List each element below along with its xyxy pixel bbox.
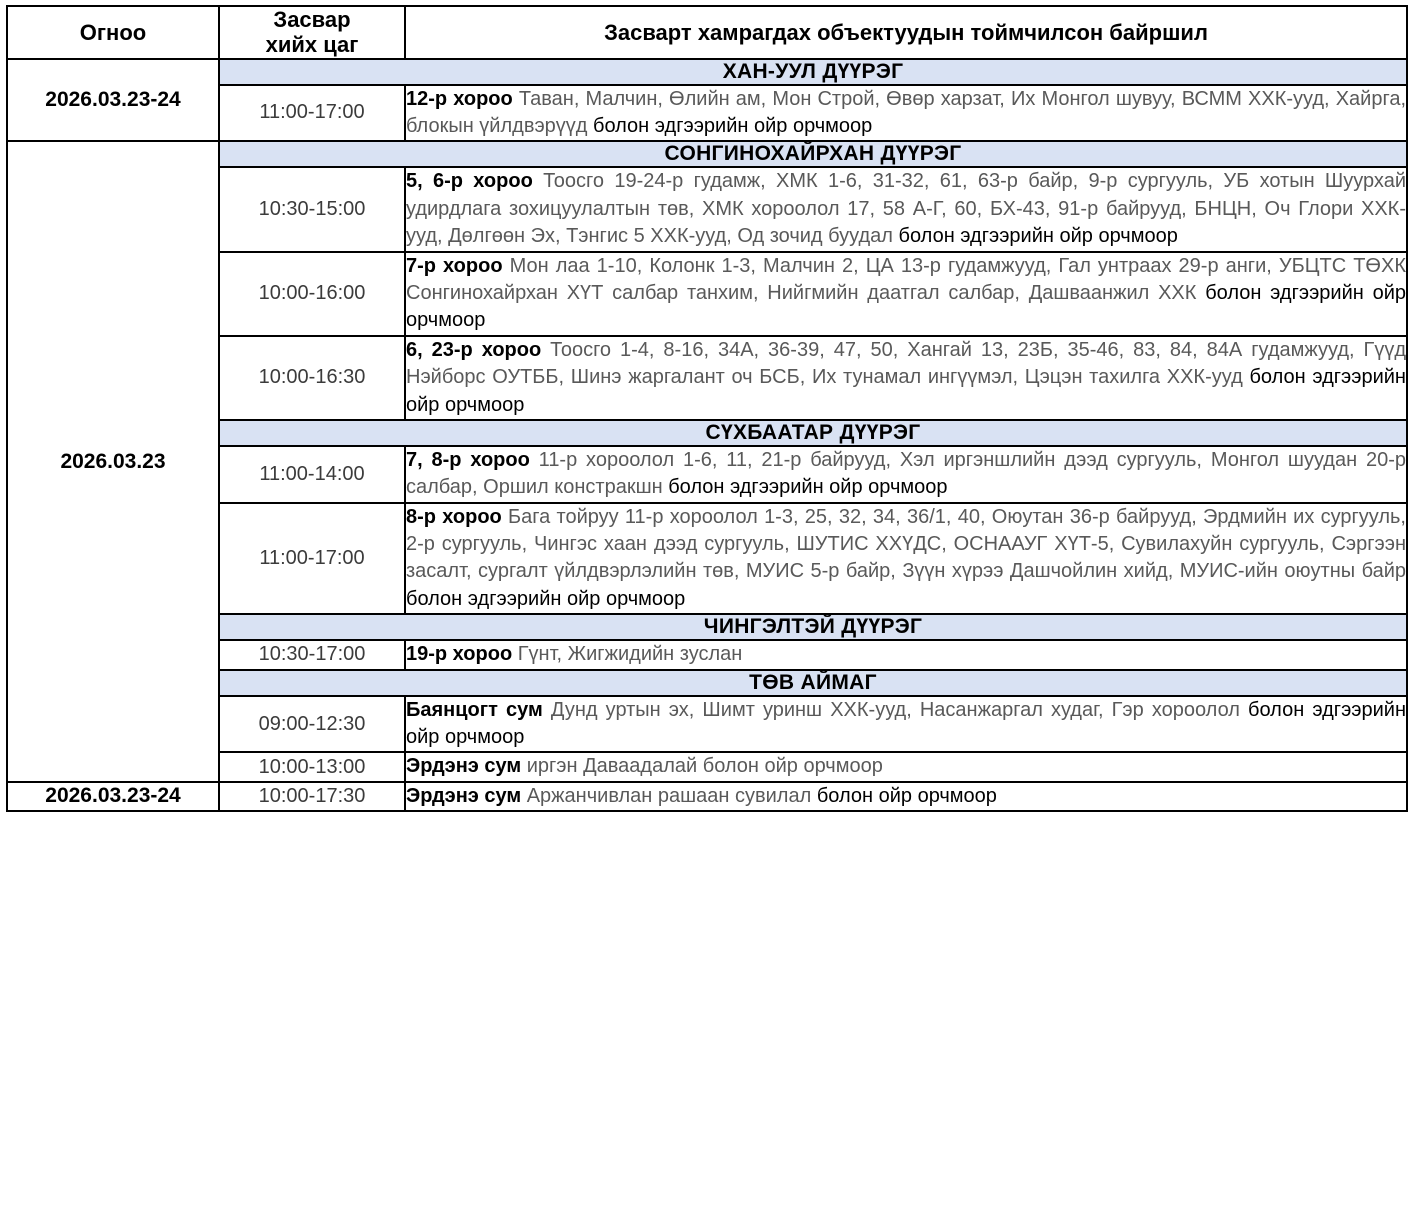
district-header-khan-uul: ХАН-УУЛ ДҮҮРЭГ — [219, 59, 1407, 85]
description-cell — [405, 752, 1407, 781]
description-cell — [405, 503, 1407, 615]
date-cell-group-3: 2026.03.23-24 — [7, 782, 219, 811]
description-cell — [405, 696, 1407, 753]
description-cell — [405, 446, 1407, 503]
object-list: Гүнт, Жигжидийн зуслан — [512, 643, 743, 666]
time-cell: 11:00-17:00 — [219, 85, 405, 142]
object-suffix: болон эдгээрийн ойр орчмоор — [406, 366, 1406, 416]
object-suffix: болон ойр орчмоор — [816, 784, 997, 807]
time-cell: 10:00-16:30 — [219, 336, 405, 420]
object-name: Баянцогт сум — [406, 698, 543, 721]
district-header-chingeltei: ЧИНГЭЛТЭЙ ДҮҮРЭГ — [219, 614, 1407, 640]
object-suffix: болон эдгээрийн ойр орчмоор — [406, 587, 686, 610]
district-header-sukhbaatar: СҮХБААТАР ДҮҮРЭГ — [219, 420, 1407, 446]
date-cell-group-2: 2026.03.23 — [7, 141, 219, 781]
time-cell: 10:00-16:00 — [219, 252, 405, 336]
time-cell: 10:30-15:00 — [219, 167, 405, 251]
outage-schedule-document — [0, 5, 1414, 1205]
time-cell: 09:00-12:30 — [219, 696, 405, 753]
object-name: 5, 6-р хороо — [406, 170, 533, 193]
object-list: Таван, Малчин, Өлийн ам, Мон Строй, Өвөр харзат, Их Монгол шувуу, ВСММ ХХК-ууд, Хайрга, блокын үйлдвэрүүд — [406, 87, 1407, 137]
header-time-line1: Засвар — [273, 7, 351, 32]
description-cell — [405, 336, 1407, 420]
time-cell: 11:00-17:00 — [219, 503, 405, 615]
table-row — [7, 782, 1407, 811]
object-suffix: болон эдгээрийн ойр орчмоор — [668, 476, 948, 499]
object-name: 8-р хороо — [406, 505, 502, 528]
object-list: Тоосго 19-24-р гудамж, ХМК 1-6, 31-32, 61, 63-р байр, 9-р сургууль, УБ хотын Шуурхай удирдлага зохицуулалтын төв, ХМК хороолол 17, 58 А-Г, 60, БХ-43, 91-р байрууд, БНЦН, Оч Глори ХХК-ууд, Дөлгөөн Эх, Тэнгис 5 ХХК-ууд, Од зочид буудал — [406, 170, 1406, 248]
district-header-tuv-aimag: ТӨВ АЙМАГ — [219, 670, 1407, 696]
description-cell — [405, 167, 1407, 251]
object-list: иргэн Даваадалай болон ойр орчмоор — [521, 755, 883, 778]
district-header-songinokhairkhan: СОНГИНОХАЙРХАН ДҮҮРЭГ — [219, 141, 1407, 167]
description-cell — [405, 85, 1407, 142]
header-time-line2: хийх цаг — [265, 32, 359, 58]
description-cell — [405, 782, 1407, 811]
table-header-row — [7, 6, 1407, 59]
description-cell — [405, 252, 1407, 336]
time-cell: 11:00-14:00 — [219, 446, 405, 503]
object-list: Дунд уртын эх, Шимт уринш ХХК-ууд, Насанжаргал худаг, Гэр хороолол — [542, 698, 1249, 721]
object-list: Аржанчивлан рашаан сувилал — [521, 784, 817, 807]
outage-schedule-table — [6, 5, 1408, 812]
object-name: 7-р хороо — [406, 254, 503, 277]
object-list: Тоосго 1-4, 8-16, 34А, 36-39, 47, 50, Хангай 13, 23Б, 35-46, 83, 84, 84А гудамжууд, Гүүд Нэйборс ОУТББ, Шинэ жаргалант оч БСБ, Их тунамал ингүүмэл, Цэцэн тахилга ХХК-ууд — [406, 338, 1406, 389]
time-cell: 10:00-17:30 — [219, 782, 405, 811]
object-suffix: болон эдгээрийн ойр орчмоор — [406, 698, 1406, 749]
district-row-khan-uul — [7, 59, 1407, 85]
object-list: Мон лаа 1-10, Колонк 1-3, Малчин 2, ЦА 13-р гудамжууд, Гал унтраах 29-р анги, УБЦТС ТӨХК Сонгинохайрхан ХҮТ салбар танхим, Нийгмийн даатгал салбар, Дашваанжил ХХК — [406, 254, 1406, 304]
object-suffix: болон эдгээрийн ойр орчмоор — [406, 281, 1406, 332]
object-list: Бага тойруу 11-р хороолол 1-3, 25, 32, 34, 36/1, 40, Оюутан 36-р байрууд, Эрдмийн их сургууль, 2-р сургууль, Чингэс хаан дээд сургууль, ШУТИС ХХҮДС, ОСНААУГ ХҮТ-5, Сувилахуйн сургууль, Сэргээн засалт, сургалт үйлдвэрлэлийн төв, МУИС 5-р байр, Зүүн хүрээ Дашчойлин хийд, МУИС-ийн оюутны байр — [406, 505, 1406, 583]
time-cell: 10:30-17:00 — [219, 640, 405, 669]
object-suffix: болон эдгээрийн ойр орчмоор — [898, 225, 1178, 248]
description-cell — [405, 640, 1407, 669]
object-name: 19-р хороо — [406, 643, 513, 666]
object-name: Эрдэнэ сум — [406, 755, 522, 778]
object-name: 7, 8-р хороо — [406, 448, 530, 471]
object-name: 6, 23-р хороо — [406, 338, 542, 361]
object-suffix: болон эдгээрийн ойр орчмоор — [593, 114, 873, 137]
object-name: 12-р хороо — [406, 87, 513, 110]
header-time — [219, 6, 405, 59]
object-list: 11-р хороолол 1-6, 11, 21-р байрууд, Хэл иргэншлийн дээд сургууль, Монгол шуудан 20-р салбар, Оршил констракшн — [406, 448, 1406, 499]
date-cell-group-1: 2026.03.23-24 — [7, 59, 219, 142]
time-cell: 10:00-13:00 — [219, 752, 405, 781]
header-description: Засварт хамрагдах объектуудын тоймчилсон байршил — [405, 6, 1407, 59]
header-date: Огноо — [7, 6, 219, 59]
object-name: Эрдэнэ сум — [406, 784, 522, 807]
district-row-songinokhairkhan — [7, 141, 1407, 167]
